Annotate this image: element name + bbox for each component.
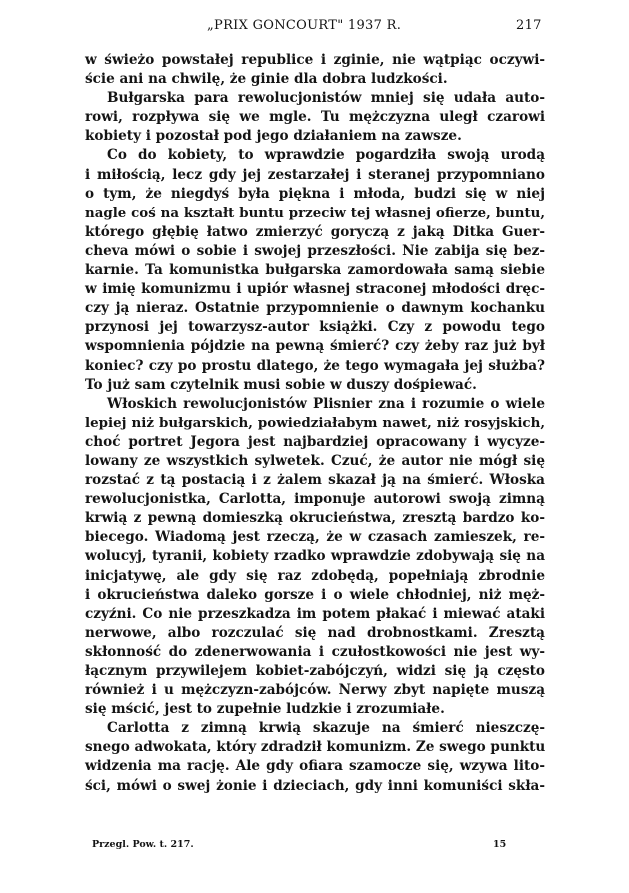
text-line: Włoskich rewolucjonistów Plisnier zna i rozumie o wiele — [107, 395, 545, 412]
text-line: wolucyj, tyranii, kobiety rzadko wprawdzie zdobywają się na — [85, 548, 545, 565]
text-line: łącznym przywilejem kobiet-zabójczyń, widzi się ją często — [85, 663, 545, 679]
text-line: o tym, że niegdyś była piękna i młoda, budzi się w niej — [85, 185, 545, 202]
text-line: w świeżo powstałej republice i zginie, nie wątpiąc oczywi- — [85, 52, 545, 68]
text-line: nerwowe, albo rozczulać się nad drobnostkami. Zresztą — [85, 624, 545, 641]
text-line: nagle coś na kształt buntu przeciw tej własnej ofierze, buntu, — [85, 204, 545, 221]
text-line: Bułgarska para rewolucjonistów mniej się udała auto- — [107, 90, 545, 107]
text-line: koniec? czy po prostu dlatego, że tego wymagała jej służba? — [85, 357, 545, 374]
text-line: którego głębię łatwo zmierzyć goryczą z jaką Ditka Guer- — [85, 223, 545, 240]
text-line: biecego. Wiadomą jest rzeczą, że w czasach zamieszek, re- — [85, 529, 545, 546]
printer-signature-mark: 15 — [493, 839, 507, 850]
page-footer — [0, 839, 629, 855]
journal-reference: Przegl. Pow. t. 217. — [92, 839, 194, 850]
running-head — [0, 18, 629, 40]
text-line: choć portret Jegora jest najbardziej opracowany i wycyze- — [85, 433, 545, 450]
body-text — [85, 51, 545, 796]
text-line: Carlotta z zimną krwią skazuje na śmierć nieszczę- — [107, 720, 545, 737]
text-line: przynosi jej towarzysz-autor książki. Czy z powodu tego — [85, 319, 545, 336]
text-line: w imię komunizmu i upiór własnej straconej młodości dręc- — [85, 281, 545, 298]
text-line: rozstać z tą postacią i z żalem skazał ją na śmierć. Włoska — [85, 472, 545, 489]
text-line: wspomnienia pójdzie na pewną śmierć? czy żeby raz już był — [85, 338, 545, 355]
text-line: i okrucieństwa daleko gorsze i o wiele chłodniej, niż męż- — [85, 586, 545, 603]
running-title: „PRIX GONCOURT" 1937 R. — [207, 18, 402, 33]
text-line: skłonność do zdenerwowania i czułostkowości nie jest wy- — [85, 643, 545, 660]
text-line: krwią z pewną domieszką okrucieństwa, zresztą bardzo ko- — [85, 510, 545, 527]
text-line: inicjatywę, ale gdy się raz zdobędą, popełniają zbrodnie — [85, 567, 545, 584]
text-line: karnie. Ta komunistka bułgarska zamordowała samą siebie — [85, 262, 545, 279]
text-line: rewolucjonistka, Carlotta, imponuje autorowi swoją zimną — [85, 491, 545, 508]
text-line: rowi, rozpływa się we mgle. Tu mężczyzna uległ czarowi — [85, 109, 545, 126]
page-number: 217 — [516, 18, 542, 33]
text-line: lowany ze wszystkich sylwetek. Czuć, że autor nie mógł się — [85, 452, 545, 469]
text-line: To już sam czytelnik musi sobie w duszy dośpiewać. — [85, 376, 477, 393]
text-line: kobiety i pozostał pod jego działaniem na zawsze. — [85, 128, 462, 145]
text-line: również i u mężczyzn-zabójców. Nerwy zbyt napięte muszą — [85, 682, 545, 699]
text-line: ście ani na chwilę, że ginie dla dobra ludzkości. — [85, 71, 448, 88]
text-line: czyźni. Co nie przeszkadza im potem płakać i miewać ataki — [85, 605, 545, 622]
text-line: ści, mówi o swej żonie i dzieciach, gdy inni komuniści skła- — [85, 777, 545, 794]
text-line: Co do kobiety, to wprawdzie pogardziła swoją urodą — [107, 147, 545, 164]
text-line: lepiej niż bułgarskich, powiedziałabym nawet, niż rosyjskich, — [85, 414, 545, 431]
text-line: czy ją nieraz. Ostatnie przypomnienie o dawnym kochanku — [85, 300, 545, 317]
text-line: widzenia ma rację. Ale gdy ofiara szamocze się, wzywa lito- — [85, 758, 545, 775]
text-line: cheva mówi o sobie i swojej przeszłości. Nie zabija się bez- — [85, 242, 545, 259]
text-line: snego adwokata, który zdradził komunizm. Ze swego punktu — [85, 739, 546, 756]
text-line: się mścić, jest to zupełnie ludzkie i zrozumiałe. — [85, 701, 445, 718]
text-line: i miłością, lecz gdy jej zestarzałej i steranej przypomniano — [85, 166, 545, 183]
